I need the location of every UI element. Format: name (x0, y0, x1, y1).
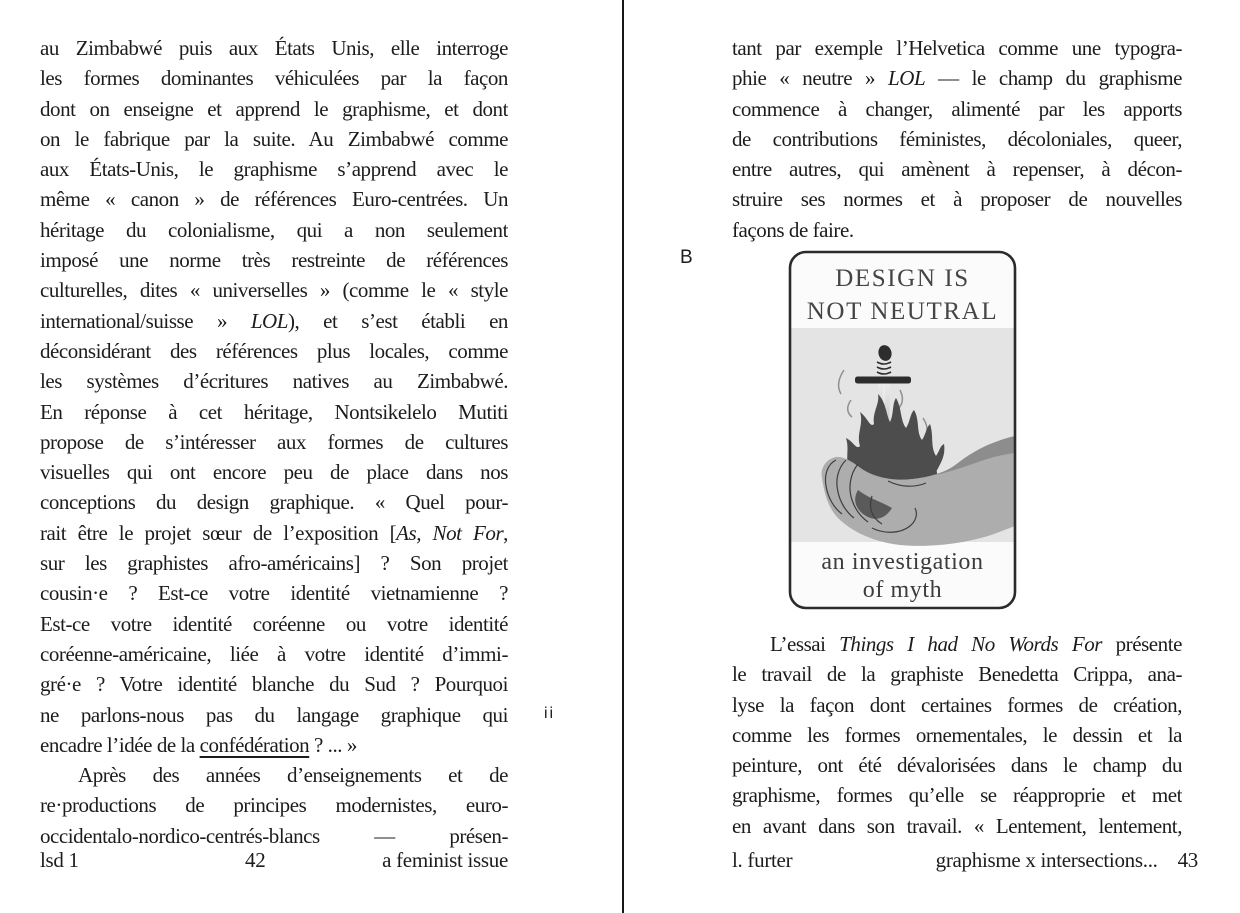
right-page-number: 43 (1177, 848, 1198, 872)
text-line: visuelles qui ont encore peu de place dans nos (40, 460, 508, 485)
text-line: en avant dans son travail. « Lentement, lentement, (732, 813, 1182, 838)
margin-note-ii: ii (544, 705, 556, 722)
right-page-text-top (732, 33, 1182, 245)
text-line: au Zimbabwé puis aux États Unis, elle interroge (40, 36, 508, 60)
text-line: on le fabrique par la suite. Au Zimbabwé comme (40, 126, 508, 151)
text-line: gré·e ? Votre identité blanche du Sud ? Pourquoi (40, 672, 508, 697)
text-line: déconsidérant des références plus locales, comme (40, 338, 508, 363)
footer-author-name: l. furter (732, 848, 793, 872)
left-page-text (40, 33, 508, 851)
left-page-number: 42 (245, 848, 266, 872)
text-line: les systèmes d’écritures natives au Zimbabwé. (40, 369, 508, 394)
text-line: de contributions féministes, décoloniales, queer, (732, 126, 1182, 151)
footer-issue-title: a feminist issue (382, 848, 508, 872)
text-line: En réponse à cet héritage, Nontsikelelo Mutiti (40, 399, 508, 424)
text-line: phie « neutre » LOL — le champ du graphisme (732, 66, 1182, 91)
design-card (788, 250, 1017, 610)
card-title-line1: DESIGN IS (835, 265, 970, 292)
text-line: L’essai Things I had No Words For présente (770, 632, 1182, 656)
text-line: conceptions du design graphique. « Quel pour- (40, 490, 508, 515)
right-page-footer (732, 848, 1198, 878)
text-line: Après des années d’enseignements et de (78, 763, 508, 788)
text-line: re·productions de principes modernistes, euro- (40, 793, 508, 818)
text-line: propose de s’intéresser aux formes de cultures (40, 429, 508, 454)
page-divider-line (622, 0, 624, 913)
text-line: les formes dominantes véhiculées par la façon (40, 66, 508, 91)
text-line: héritage du colonialisme, qui a non seulement (40, 217, 508, 242)
card-caption-line1: an investigation (821, 549, 984, 575)
text-line: rait être le projet sœur de l’exposition [As, Not For, (40, 520, 508, 545)
text-line: lyse la façon dont certaines formes de création, (732, 692, 1182, 717)
footer-journal-name: lsd 1 (40, 848, 79, 872)
text-line: façons de faire. (732, 217, 854, 242)
text-line: encadre l’idée de la confédération ? ... » (40, 732, 357, 757)
margin-note-b: B (680, 247, 693, 268)
text-line: le travail de la graphiste Benedetta Crippa, ana- (732, 662, 1182, 687)
left-page-footer (40, 848, 508, 878)
text-line: commence à changer, alimenté par les apports (732, 96, 1182, 121)
text-line: comme les formes ornementales, le dessin et la (732, 722, 1182, 747)
card-title-line2: NOT NEUTRAL (806, 298, 999, 325)
text-line: dont on enseigne et apprend le graphisme, et dont (40, 96, 508, 121)
text-line: imposé une norme très restreinte de références (40, 248, 508, 273)
card-caption-line2: of myth (862, 577, 943, 603)
text-line: Est-ce votre identité coréenne ou votre identité (40, 611, 508, 636)
text-line: sur les graphistes afro-américains] ? Son projet (40, 551, 508, 576)
text-line: cousin·e ? Est-ce votre identité vietnamienne ? (40, 581, 508, 606)
text-line: international/suisse » LOL), et s’est établi en (40, 308, 508, 333)
text-line: tant par exemple l’Helvetica comme une typogra- (732, 36, 1182, 60)
right-page-text-bottom (732, 629, 1182, 841)
text-line: peinture, ont été dévalorisées dans le champ du (732, 753, 1182, 778)
text-line: struire ses normes et à proposer de nouvelles (732, 187, 1182, 212)
design-card-illustration (788, 250, 1017, 610)
text-line: entre autres, qui amènent à repenser, à décon- (732, 157, 1182, 182)
text-line: coréenne-américaine, liée à votre identité d’immi- (40, 641, 508, 666)
text-line: culturelles, dites « universelles » (comme le « style (40, 278, 508, 303)
text-line: occidentalo-nordico-centrés-blancs — présen- (40, 823, 508, 848)
footer-article-title: graphisme x intersections... (935, 848, 1158, 872)
text-line: graphisme, formes qu’elle se réapproprie et met (732, 783, 1182, 808)
text-line: même « canon » de références Euro-centrées. Un (40, 187, 508, 212)
text-line: ne parlons-nous pas du langage graphique qui (40, 702, 508, 727)
text-line: aux États-Unis, le graphisme s’apprend avec le (40, 157, 508, 182)
